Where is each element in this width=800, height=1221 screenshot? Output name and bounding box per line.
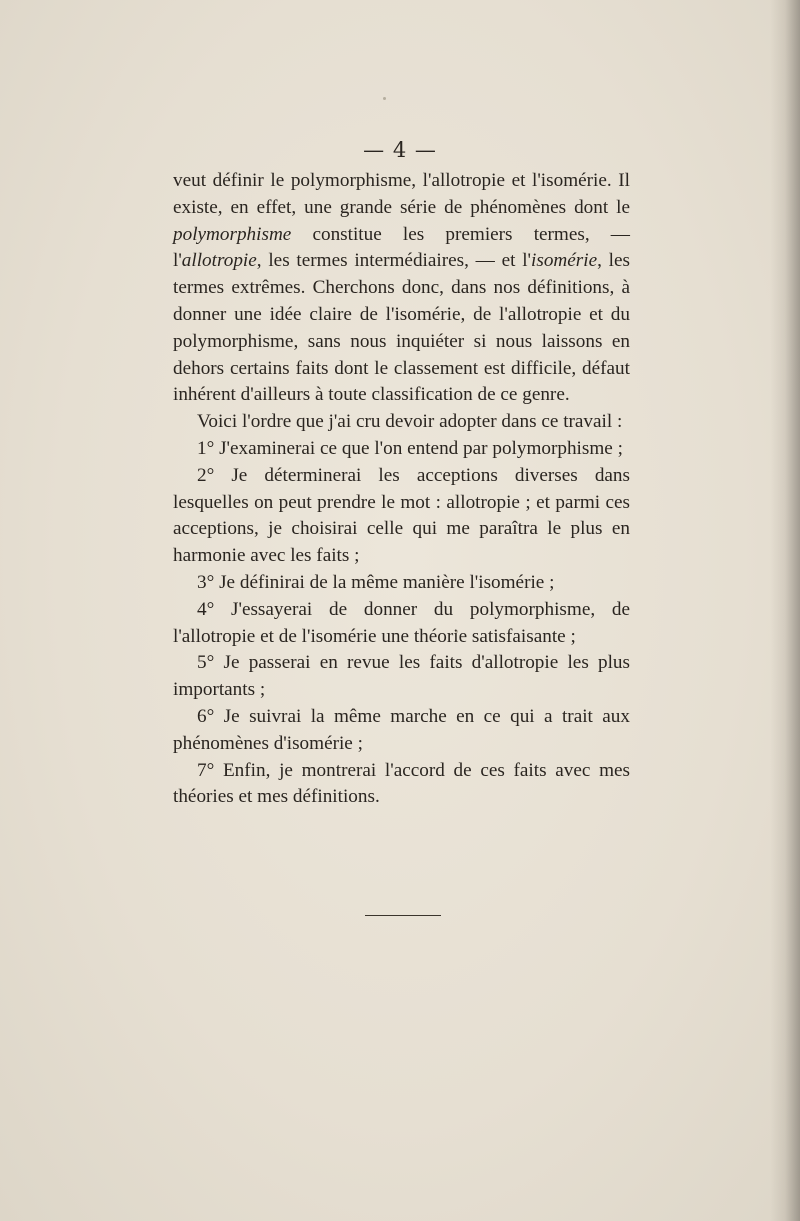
body-text xyxy=(173,168,630,811)
paragraph-intro xyxy=(173,168,630,409)
paper-speck xyxy=(383,97,386,100)
paper-speck xyxy=(455,630,458,633)
paragraph-text: , les termes extrêmes. Cherchons donc, dans nos définitions, à donner une idée claire de l'isomérie, de l'allotropie et du polymorphisme, sans nous inquiéter si nous laissons en dehors certains faits dont le classement est difficile, défaut inhérent d'ailleurs à toute classification de ce genre. xyxy=(173,250,630,406)
list-item: 6° Je suivrai la même marche en ce qui a trait aux phénomènes d'isomérie ; xyxy=(173,705,630,754)
italic-term-polymorphisme: polymorphisme xyxy=(173,223,292,245)
paragraph-text: veut définir le polymorphisme, l'allotropie et l'isomérie. Il existe, en effet, une grande série de phénomènes dont le xyxy=(173,170,630,218)
list-item: 2° Je déterminerai les acceptions diverses dans lesquelles on peut prendre le mot : allotropie ; et parmi ces acceptions, je choisirai celle qui me paraîtra le plus en harmonie avec les faits ; xyxy=(173,464,630,567)
italic-term-isomerie: isomérie xyxy=(531,250,598,272)
paragraph-text: , les termes intermédiaires, — et l' xyxy=(256,250,532,272)
list-item: 1° J'examinerai ce que l'on entend par polymorphisme ; xyxy=(197,437,623,459)
list-item: 5° Je passerai en revue les faits d'allotropie les plus importants ; xyxy=(173,652,630,701)
list-item: 7° Enfin, je montrerai l'accord de ces faits avec mes théories et mes définitions. xyxy=(173,759,630,808)
italic-term-allotropie: allotropie xyxy=(181,250,257,272)
list-item: 4° J'essayerai de donner du polymorphisme, de l'allotropie et de l'isomérie une théorie satisfaisante ; xyxy=(173,598,630,647)
page-number: — 4 — xyxy=(363,138,437,162)
paragraph-text: constitue les premiers termes, — l' xyxy=(173,223,630,272)
list-item: 3° Je définirai de la même manière l'isomérie ; xyxy=(197,571,555,593)
paragraph-plan: Voici l'ordre que j'ai cru devoir adopter dans ce travail : xyxy=(197,411,623,433)
end-rule-divider xyxy=(365,915,441,916)
